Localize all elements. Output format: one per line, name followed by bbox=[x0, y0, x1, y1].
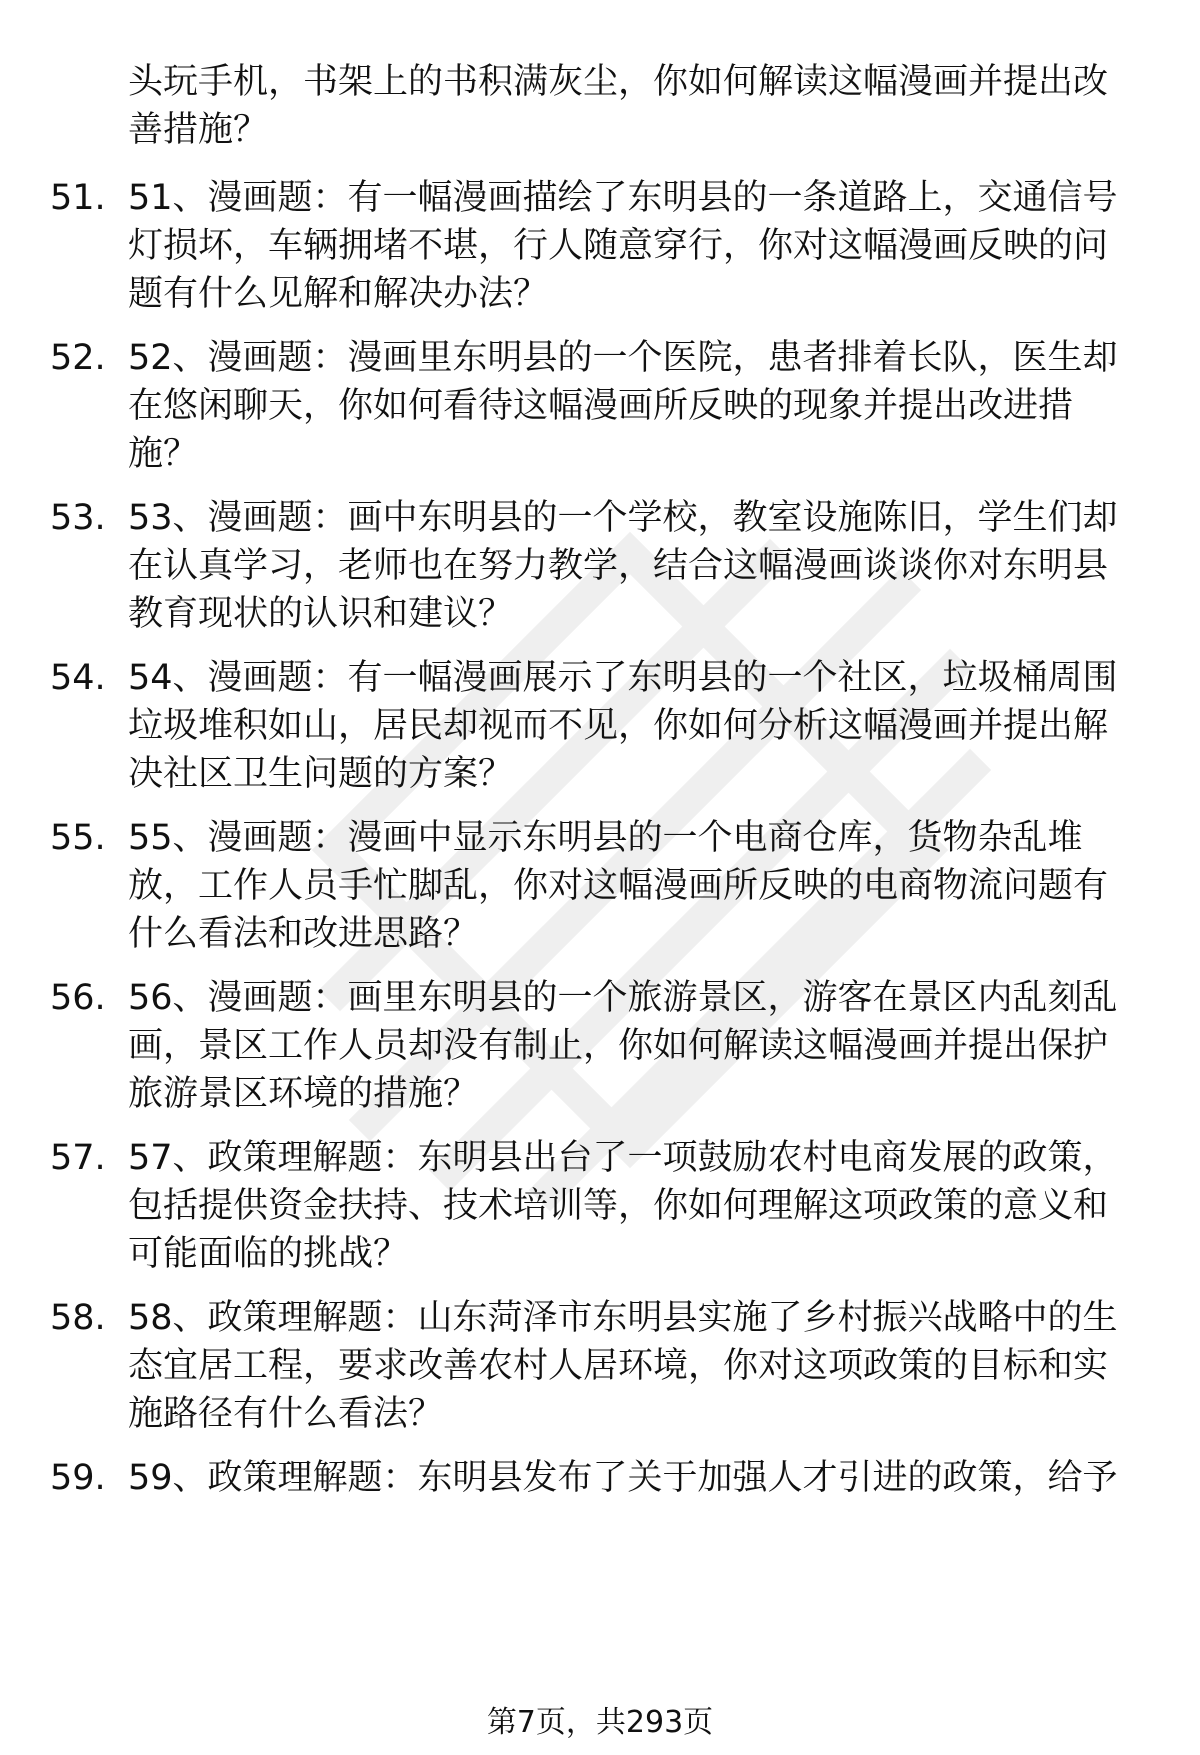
page-footer: 第7页，共293页 bbox=[486, 1705, 714, 1740]
question-text: 59、政策理解题：东明县发布了关于加强人才引进的政策，给予 bbox=[128, 1458, 1118, 1498]
question-text: 55、漫画题：漫画中显示东明县的一个电商仓库，货物杂乱堆放，工作人员手忙脚乱，你对这幅漫画所反映的电商物流问题有什么看法和改进思路？ bbox=[128, 818, 1109, 954]
question-text: 57、政策理解题：东明县出台了一项鼓励农村电商发展的政策，包括提供资金扶持、技术培训等，你如何理解这项政策的意义和可能面临的挑战？ bbox=[128, 1138, 1118, 1274]
question-number: 53. bbox=[50, 498, 106, 538]
question-text: 56、漫画题：画里东明县的一个旅游景区，游客在景区内乱刻乱画，景区工作人员却没有制止，你如何解读这幅漫画并提出保护旅游景区环境的措施？ bbox=[128, 978, 1118, 1114]
question-number: 55. bbox=[50, 818, 106, 858]
question-number: 59. bbox=[50, 1458, 106, 1498]
question-text: 51、漫画题：有一幅漫画描绘了东明县的一条道路上，交通信号灯损坏，车辆拥堵不堪，行人随意穿行，你对这幅漫画反映的问题有什么见解和解决办法？ bbox=[128, 178, 1118, 314]
question-number: 54. bbox=[50, 658, 106, 698]
question-text: 52、漫画题：漫画里东明县的一个医院，患者排着长队，医生却在悠闲聊天，你如何看待这幅漫画所反映的现象并提出改进措施？ bbox=[128, 338, 1118, 474]
question-text: 58、政策理解题：山东菏泽市东明县实施了乡村振兴战略中的生态宜居工程，要求改善农村人居环境，你对这项政策的目标和实施路径有什么看法？ bbox=[128, 1298, 1118, 1434]
question-number: 57. bbox=[50, 1138, 106, 1178]
question-number: 58. bbox=[50, 1298, 106, 1338]
question-number: 56. bbox=[50, 978, 106, 1018]
question-text: 54、漫画题：有一幅漫画展示了东明县的一个社区，垃圾桶周围垃圾堆积如山，居民却视而不见，你如何分析这幅漫画并提出解决社区卫生问题的方案？ bbox=[128, 658, 1118, 794]
question-text: 53、漫画题：画中东明县的一个学校，教室设施陈旧，学生们却在认真学习，老师也在努力教学，结合这幅漫画谈谈你对东明县教育现状的认识和建议？ bbox=[128, 498, 1118, 634]
continuation-text: 头玩手机，书架上的书积满灰尘，你如何解读这幅漫画并提出改善措施？ bbox=[128, 62, 1109, 150]
question-number: 52. bbox=[50, 338, 106, 378]
question-number: 51. bbox=[50, 178, 106, 218]
